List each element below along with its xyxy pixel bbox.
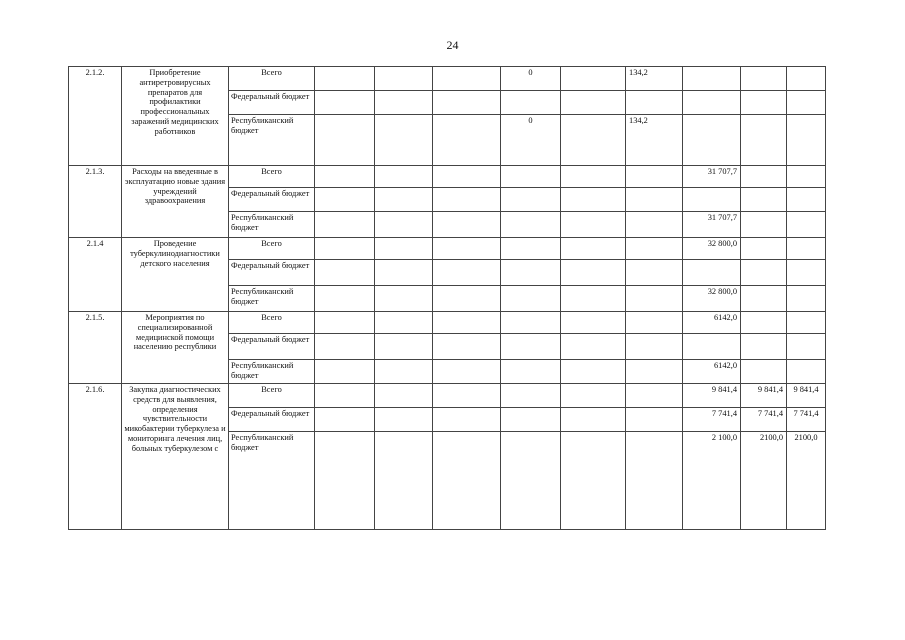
empty-cell [315,312,375,334]
value-cell: 31 707,7 [683,166,741,188]
empty-cell [561,166,626,188]
funding-source: Федеральный бюджет [229,188,315,212]
value-cell [501,384,561,408]
value-cell [501,408,561,432]
funding-source: Всего [229,384,315,408]
empty-cell [561,115,626,166]
empty-cell [375,166,433,188]
funding-source: Республиканский бюджет [229,212,315,238]
funding-source: Всего [229,67,315,91]
empty-cell [315,260,375,286]
empty-cell [315,91,375,115]
empty-cell [561,408,626,432]
empty-cell [375,384,433,408]
value-cell [787,238,826,260]
value-cell [501,360,561,384]
value-cell: 134,2 [626,67,683,91]
value-cell: 2100,0 [787,432,826,530]
empty-cell [561,238,626,260]
value-cell: 7 741,4 [683,408,741,432]
empty-cell [433,91,501,115]
empty-cell [375,188,433,212]
funding-source: Республиканский бюджет [229,432,315,530]
value-cell: 134,2 [626,115,683,166]
funding-source: Федеральный бюджет [229,408,315,432]
funding-source: Всего [229,312,315,334]
value-cell [683,67,741,91]
value-cell [501,334,561,360]
funding-source: Федеральный бюджет [229,334,315,360]
empty-cell [375,408,433,432]
value-cell [626,384,683,408]
value-cell [787,286,826,312]
empty-cell [561,260,626,286]
page-number: 24 [446,38,459,52]
item-name: Приобретение антиретровирусных препаратов для профилактики профессиональных заражений медицинских работников [122,67,229,166]
funding-source: Всего [229,166,315,188]
empty-cell [433,238,501,260]
empty-cell [561,212,626,238]
item-name: Мероприятия по специализированной медицинской помощи населению республики [122,312,229,384]
value-cell [626,91,683,115]
empty-cell [315,286,375,312]
value-cell [626,408,683,432]
value-cell [787,360,826,384]
empty-cell [375,91,433,115]
funding-source: Всего [229,238,315,260]
value-cell [683,334,741,360]
item-number: 2.1.2. [69,67,122,166]
empty-cell [561,432,626,530]
value-cell [787,91,826,115]
empty-cell [375,360,433,384]
value-cell: 9 841,4 [683,384,741,408]
value-cell [741,115,787,166]
value-cell: 2 100,0 [683,432,741,530]
value-cell [626,334,683,360]
value-cell [787,212,826,238]
value-cell [626,260,683,286]
value-cell: 9 841,4 [787,384,826,408]
empty-cell [375,334,433,360]
value-cell [501,432,561,530]
empty-cell [561,334,626,360]
empty-cell [315,166,375,188]
empty-cell [375,286,433,312]
empty-cell [433,212,501,238]
empty-cell [315,115,375,166]
item-name: Расходы на введенные в эксплуатацию новые здания учреждений здравоохранения [122,166,229,238]
empty-cell [315,432,375,530]
value-cell [683,91,741,115]
empty-cell [375,432,433,530]
value-cell [787,260,826,286]
value-cell [683,188,741,212]
value-cell [501,91,561,115]
funding-source: Республиканский бюджет [229,286,315,312]
value-cell [683,115,741,166]
value-cell [741,260,787,286]
item-number: 2.1.6. [69,384,122,530]
empty-cell [561,67,626,91]
value-cell [741,188,787,212]
empty-cell [433,166,501,188]
item-number: 2.1.4 [69,238,122,312]
value-cell [741,166,787,188]
value-cell [626,286,683,312]
value-cell: 32 800,0 [683,238,741,260]
empty-cell [315,360,375,384]
empty-cell [433,67,501,91]
empty-cell [561,312,626,334]
empty-cell [315,67,375,91]
value-cell: 0 [501,115,561,166]
empty-cell [433,334,501,360]
item-number: 2.1.5. [69,312,122,384]
item-name: Проведение туберкулинодиагностики детского населения [122,238,229,312]
value-cell [626,432,683,530]
empty-cell [433,260,501,286]
empty-cell [561,188,626,212]
value-cell [787,115,826,166]
value-cell [626,166,683,188]
funding-source: Республиканский бюджет [229,115,315,166]
value-cell [626,212,683,238]
item-name: Закупка диагностических средств для выявления, определения чувствительности микобактерии туберкулеза и мониторинга лечения лиц, больных туберкулезом с [122,384,229,530]
value-cell [787,334,826,360]
funding-source: Федеральный бюджет [229,260,315,286]
empty-cell [375,212,433,238]
empty-cell [433,432,501,530]
value-cell [741,212,787,238]
value-cell [501,166,561,188]
value-cell [626,188,683,212]
value-cell [626,312,683,334]
empty-cell [315,238,375,260]
empty-cell [375,312,433,334]
value-cell [501,260,561,286]
empty-cell [561,384,626,408]
value-cell [501,312,561,334]
empty-cell [433,360,501,384]
value-cell: 32 800,0 [683,286,741,312]
empty-cell [433,408,501,432]
value-cell [741,286,787,312]
value-cell [787,312,826,334]
value-cell [787,166,826,188]
empty-cell [433,286,501,312]
value-cell: 7 741,4 [741,408,787,432]
value-cell: 9 841,4 [741,384,787,408]
value-cell [501,238,561,260]
value-cell: 7 741,4 [787,408,826,432]
value-cell [741,312,787,334]
empty-cell [375,115,433,166]
budget-table [68,66,826,530]
empty-cell [315,188,375,212]
value-cell [501,212,561,238]
empty-cell [561,360,626,384]
value-cell [741,360,787,384]
empty-cell [375,67,433,91]
value-cell: 0 [501,67,561,91]
value-cell: 6142,0 [683,360,741,384]
empty-cell [375,260,433,286]
empty-cell [375,238,433,260]
value-cell [501,286,561,312]
empty-cell [315,408,375,432]
value-cell [787,67,826,91]
empty-cell [315,212,375,238]
value-cell: 2100,0 [741,432,787,530]
empty-cell [433,115,501,166]
value-cell [683,260,741,286]
value-cell: 6142,0 [683,312,741,334]
value-cell [787,188,826,212]
value-cell: 31 707,7 [683,212,741,238]
value-cell [741,238,787,260]
value-cell [741,91,787,115]
item-number: 2.1.3. [69,166,122,238]
empty-cell [315,334,375,360]
empty-cell [433,312,501,334]
empty-cell [433,384,501,408]
value-cell [741,67,787,91]
funding-source: Федеральный бюджет [229,91,315,115]
empty-cell [433,188,501,212]
value-cell [741,334,787,360]
value-cell [501,188,561,212]
empty-cell [561,91,626,115]
value-cell [626,360,683,384]
empty-cell [315,384,375,408]
funding-source: Республиканский бюджет [229,360,315,384]
empty-cell [561,286,626,312]
value-cell [626,238,683,260]
